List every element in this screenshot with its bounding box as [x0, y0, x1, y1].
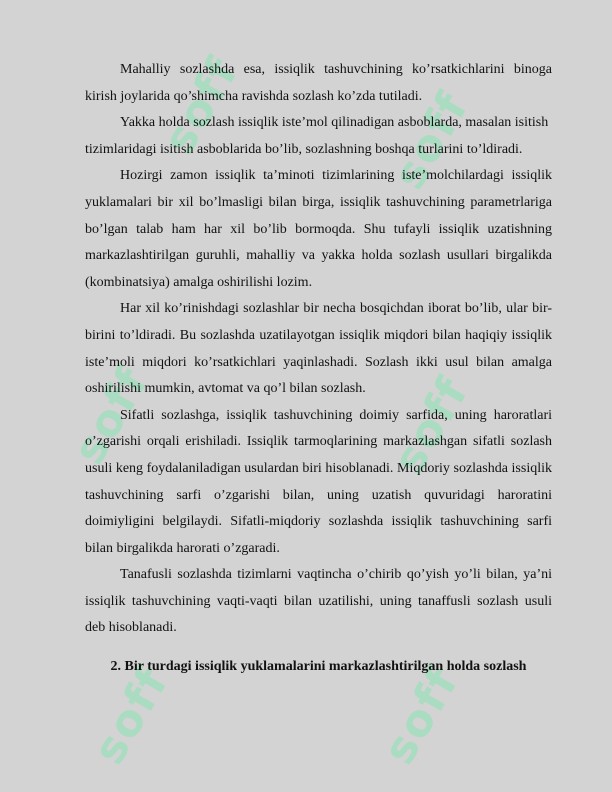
paragraph: Hozirgi zamon issiqlik ta’minoti tizimlarining iste’molchilardagi issiqlik yuklamalari bir xil bo’lmasligi bilan birga, issiqlik tashuvchining parametrlariga bo’lgan talab ham har xil bo’lib bormoqda. Shu tufayli issiqlik uzatishning markazlashtirilgan guruhli, mahalliy va yakka holda sozlash usullari birgalikda (kombinatsiya) amalga oshirilishi lozim.: [85, 168, 552, 290]
document-body: [85, 57, 552, 681]
watermark-logo: soff: [383, 368, 480, 483]
watermark-logo: soff: [63, 358, 160, 473]
paragraph: Har xil ko’rinishdagi sozlashlar bir necha bosqichdan iborat bo’lib, ular bir-birini to’ldiradi. Bu sozlashda uzatilayotgan issiqlik miqdori bilan haqiqiy issiqlik iste’moli miqdori ko’rsatkichlari yaqinlashadi. Sozlash ikki usul bilan amalga oshirilishi mumkin, avtomat va qo’l bilan sozlash.: [85, 301, 552, 397]
section-heading: 2. Bir turdagi issiqlik yuklamalarini markazlashtirilgan holda sozlash: [110, 659, 527, 675]
paragraph: Yakka holda sozlash issiqlik iste’mol qilinadigan asboblarda, masalan isitish tizimlaridagi isitish asboblarida bo’lib, sozlashning boshqa turlarini to’ldiradi.: [85, 115, 549, 157]
paragraph: Sifatli sozlashga, issiqlik tashuvchining doimiy sarfida, uning haroratlari o’zgarishi orqali erishiladi. Issiqlik tarmoqlarining markazlashgan sifatli sozlash usuli keng foydalaniladigan usulardan biri hisoblanadi. Miqdoriy sozlashda issiqlik tashuvchining sarfi o’zgarishi bilan, uning uzatish quvuridagi haroratini doimiyligini belgilaydi. Sifatli-miqdoriy sozlashda issiqlik tashuvchining sarfi bilan birgalikda harorati o’zgaradi.: [85, 407, 552, 556]
watermark-logo: soff: [83, 658, 180, 773]
watermark-logo: soff: [153, 48, 250, 163]
watermark-logo: soff: [383, 83, 480, 198]
paragraph: Tanafusli sozlashda tizimlarni vaqtincha o’chirib qo’yish yo’li bilan, ya’ni issiqlik tashuvchining vaqti-vaqti bilan uzatilishi, uning tanaffusli sozlash usuli deb hisoblanadi.: [85, 567, 552, 636]
paragraph: Mahalliy sozlashda esa, issiqlik tashuvchining ko’rsatkichlarini binoga kirish joylarida qo’shimcha ravishda sozlash ko’zda tutiladi.: [85, 62, 552, 104]
watermark-logo: soff: [373, 658, 470, 773]
